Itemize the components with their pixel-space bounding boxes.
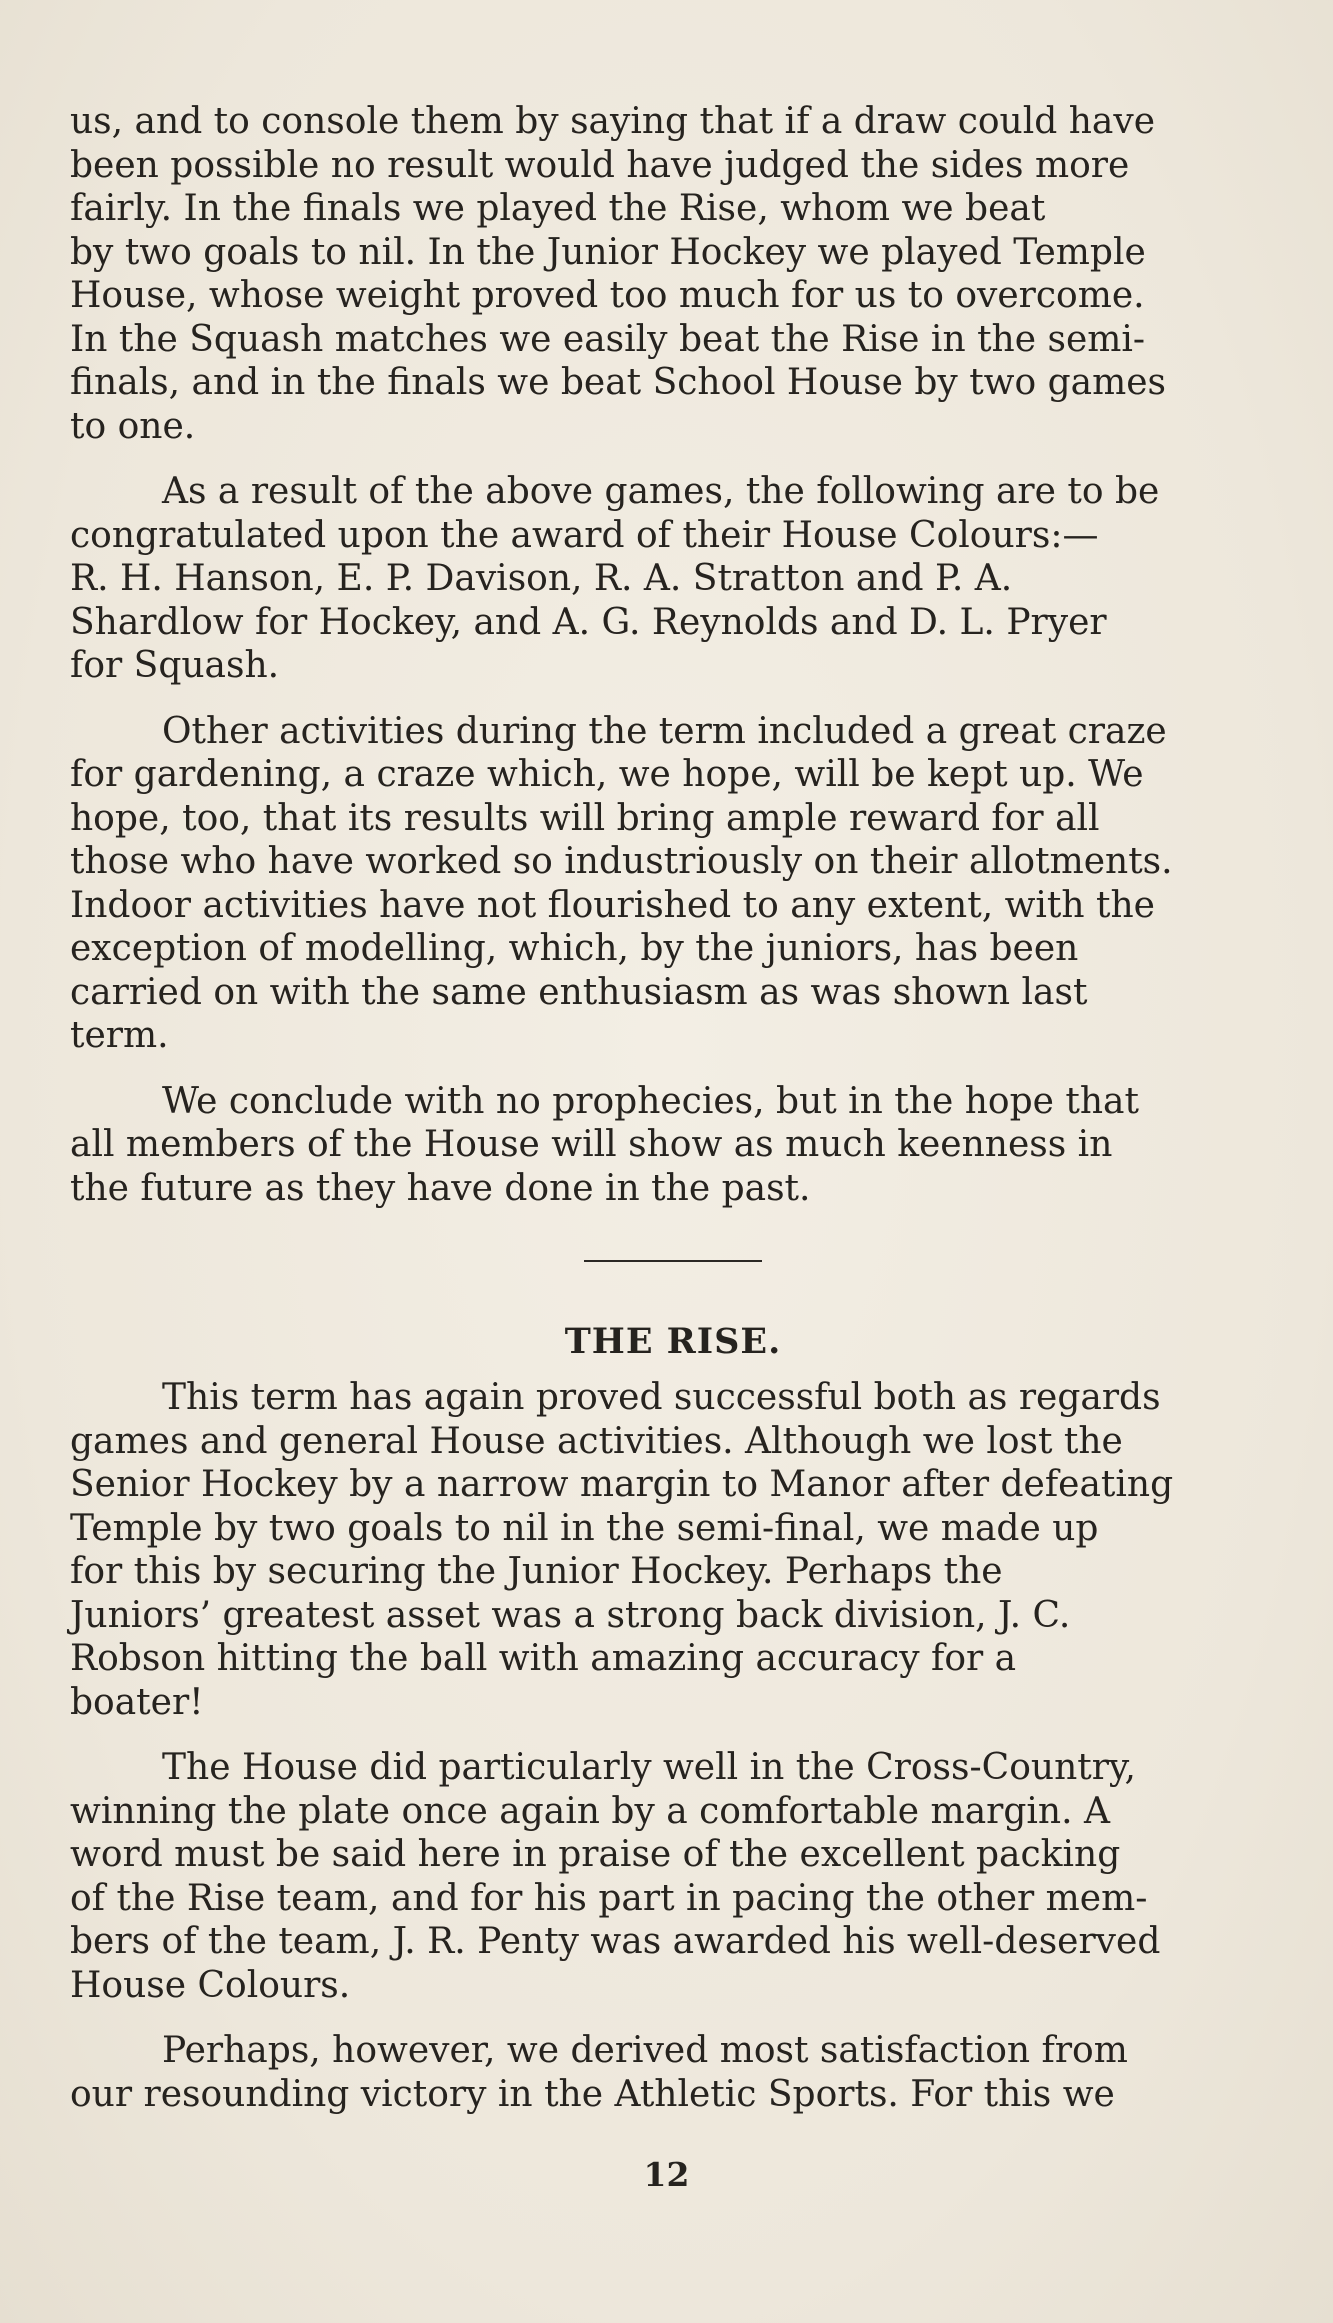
- paragraph-cross-country: The House did particularly well in the Cross-Country, winning the plate once again by a comfortable margin. A word must be said here in praise of the excellent packing of the Rise team, and for his part in pacing the other mem- bers of the team, J. R. Penty was awarded his well-deserved House Colours.: [70, 1747, 1161, 2006]
- paragraph-house-games: us, and to console them by saying that if a draw could have been possible no result would have judged the sides more fairly. In the finals we played the Rise, whom we beat by two goals to nil. In the Junior Hockey we played Temple House, whose weight proved too much for us to overcome. In the Squash matches we easily beat the Rise in the semi- finals, and in the finals we beat School House by two games to one.: [70, 101, 1167, 447]
- paragraph-house-colours: As a result of the above games, the following are to be congratulated upon the award of their House Colours:— R. H. Hanson, E. P. Davison, R. A. Stratton and P. A. Shardlow for Hockey, and A. G. Reynolds and D. L. Pryer for Squash.: [70, 471, 1160, 686]
- text-column: [70, 100, 1276, 2138]
- paragraph-other-activities: Other activities during the term included a great craze for gardening, a craze which, we hope, will be kept up. We hope, too, that its results will bring ample reward for all those who have worked so industriously on their allotments. Indoor activities have not flourished to any extent, with the exception of modelling, which, by the juniors, has been carried on with the same enthusiasm as was shown last term.: [70, 710, 1173, 1056]
- paragraph-athletic-sports: Perhaps, however, we derived most satisfaction from our resounding victory in the Athletic Sports. For this we: [70, 2030, 1128, 2115]
- paragraph-conclusion: We conclude with no prophecies, but in the hope that all members of the House will show as much keenness in the future as they have done in the past.: [70, 1080, 1139, 1209]
- section-heading: THE RISE.: [564, 1321, 782, 1362]
- paragraph-rise-term: This term has again proved successful both as regards games and general House activities. Although we lost the Senior Hockey by a narrow margin to Manor after defeating Temple by two goals to nil in the semi-final, we made up for this by securing the Junior Hockey. Perhaps the Juniors’ greatest asset was a strong back division, J. C. Robson hitting the ball with amazing accuracy for a boater!: [70, 1377, 1174, 1723]
- page-number: 12: [643, 2155, 690, 2194]
- section-divider: [584, 1260, 762, 1262]
